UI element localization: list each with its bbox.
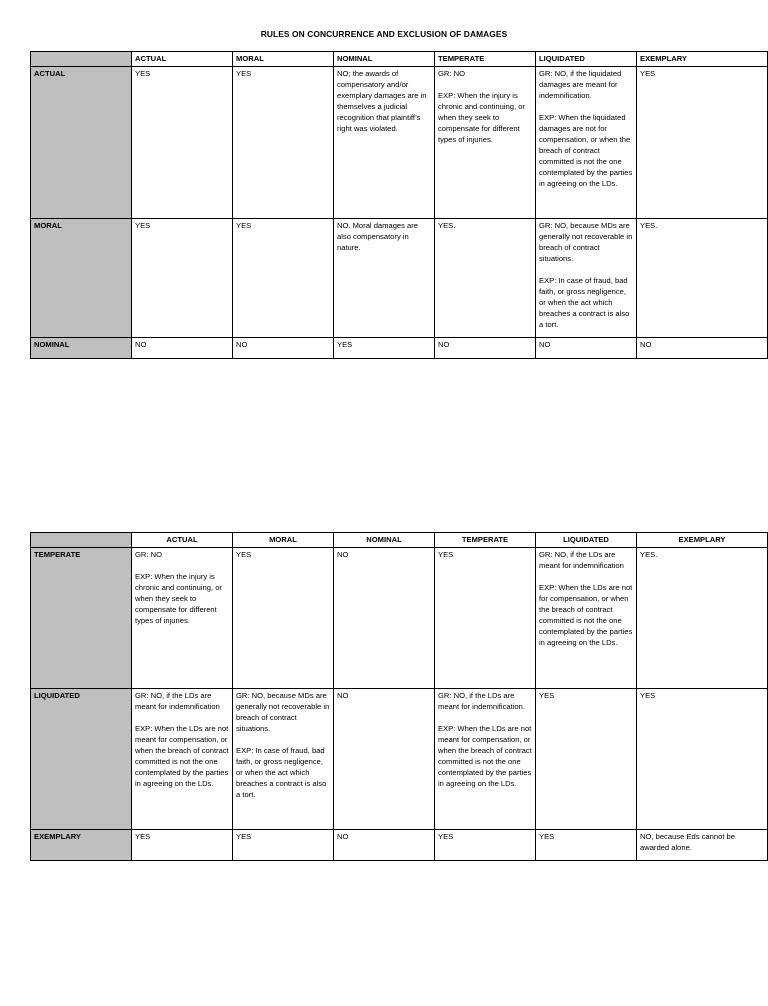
cell-text: EXP: When the LDs are not for compensation, or when the breach of contract committed is not the one contemplated by the parties in agreeing on the LDs. bbox=[539, 583, 633, 647]
table-cell bbox=[536, 689, 637, 830]
cell-text: GR: NO, if the liquidated damages are meant for indemnification. bbox=[539, 69, 622, 100]
table-cell bbox=[435, 548, 536, 689]
row-header: ACTUAL bbox=[31, 67, 132, 219]
cell-text: NO bbox=[438, 340, 450, 349]
column-header: TEMPERATE bbox=[435, 533, 536, 548]
table-cell bbox=[334, 830, 435, 861]
table-cell bbox=[334, 67, 435, 219]
table-row bbox=[31, 338, 768, 359]
cell-text: GR: NO bbox=[438, 69, 466, 78]
table-cell bbox=[435, 689, 536, 830]
cell-text: NO bbox=[135, 340, 147, 349]
table-cell bbox=[536, 219, 637, 338]
table-row bbox=[31, 689, 768, 830]
cell-text: GR: NO bbox=[135, 550, 163, 559]
damages-table-1 bbox=[30, 51, 768, 359]
column-header: LIQUIDATED bbox=[536, 533, 637, 548]
table-cell bbox=[132, 689, 233, 830]
cell-text: GR: NO, because MDs are generally not recoverable in breach of contract situations. bbox=[539, 221, 633, 263]
corner-cell bbox=[31, 52, 132, 67]
cell-text: YES bbox=[438, 550, 454, 559]
damages-table-2 bbox=[30, 532, 768, 861]
cell-text: YES. bbox=[640, 221, 658, 230]
table-cell bbox=[435, 67, 536, 219]
cell-text: NO bbox=[337, 832, 349, 841]
cell-text: EXP: In case of fraud, bad faith, or gross negligence, or when the act which breaches a contract is also a tort. bbox=[539, 276, 630, 329]
cell-text: GR: NO, if the LDs are meant for indemnification bbox=[135, 691, 220, 711]
table-cell bbox=[536, 67, 637, 219]
table-row bbox=[31, 830, 768, 861]
column-header: LIQUIDATED bbox=[536, 52, 637, 67]
table-cell bbox=[132, 830, 233, 861]
table-cell bbox=[233, 830, 334, 861]
table-cell bbox=[233, 67, 334, 219]
table-cell bbox=[637, 830, 768, 861]
cell-text: YES. bbox=[438, 221, 456, 230]
cell-text: GR: NO, if the LDs are meant for indemnification bbox=[539, 550, 624, 570]
table-cell bbox=[132, 219, 233, 338]
table-cell bbox=[132, 338, 233, 359]
cell-text: YES bbox=[135, 221, 151, 230]
cell-text: GR: NO, if the LDs are meant for indemnification. bbox=[438, 691, 525, 711]
table-row bbox=[31, 219, 768, 338]
table-cell bbox=[334, 548, 435, 689]
table-row bbox=[31, 67, 768, 219]
row-header: MORAL bbox=[31, 219, 132, 338]
table-row bbox=[31, 548, 768, 689]
cell-text: YES. bbox=[640, 550, 658, 559]
row-header: NOMINAL bbox=[31, 338, 132, 359]
table-cell bbox=[334, 689, 435, 830]
table-cell bbox=[435, 219, 536, 338]
page-title: RULES ON CONCURRENCE AND EXCLUSION OF DAMAGES bbox=[260, 29, 508, 39]
column-header: MORAL bbox=[233, 52, 334, 67]
table-cell bbox=[233, 689, 334, 830]
table-cell bbox=[536, 548, 637, 689]
table-cell bbox=[637, 219, 768, 338]
cell-text: EXP: In case of fraud, bad faith, or gross negligence, or when the act which breaches a contract is also a tort. bbox=[236, 746, 327, 799]
cell-text: NO bbox=[337, 550, 349, 559]
cell-text: NO bbox=[640, 340, 652, 349]
table-cell bbox=[233, 548, 334, 689]
column-header: ACTUAL bbox=[132, 52, 233, 67]
cell-text: YES bbox=[236, 69, 252, 78]
cell-text: NO. Moral damages are also compensatory in nature. bbox=[337, 221, 419, 252]
row-header: LIQUIDATED bbox=[31, 689, 132, 830]
column-header: MORAL bbox=[233, 533, 334, 548]
column-header: NOMINAL bbox=[334, 533, 435, 548]
table-cell bbox=[435, 830, 536, 861]
table-cell bbox=[637, 67, 768, 219]
table-cell bbox=[435, 338, 536, 359]
cell-text: EXP: When the LDs are not meant for compensation, or when the breach of contract committed is not the one contemplated by the parties in agreeing on the LDs. bbox=[438, 724, 532, 788]
cell-text: YES bbox=[539, 691, 555, 700]
cell-text: GR: NO, because MDs are generally not recoverable in breach of contract situations. bbox=[236, 691, 330, 733]
table-cell bbox=[536, 338, 637, 359]
cell-text: NO; the awards of compensatory and/or exemplary damages are in themselves a judicial recognition that plaintiff’s right was violated. bbox=[337, 69, 427, 133]
cell-text: YES bbox=[438, 832, 454, 841]
cell-text: YES bbox=[135, 69, 151, 78]
column-header: NOMINAL bbox=[334, 52, 435, 67]
table-cell bbox=[233, 219, 334, 338]
table-cell bbox=[637, 689, 768, 830]
table-cell bbox=[132, 548, 233, 689]
table-cell bbox=[132, 67, 233, 219]
cell-text: NO, because Eds cannot be awarded alone. bbox=[640, 832, 735, 852]
cell-text: YES bbox=[236, 550, 252, 559]
cell-text: NO bbox=[236, 340, 248, 349]
cell-text: YES bbox=[640, 691, 656, 700]
column-header: ACTUAL bbox=[132, 533, 233, 548]
cell-text: YES bbox=[337, 340, 353, 349]
column-header: TEMPERATE bbox=[435, 52, 536, 67]
table-cell bbox=[334, 338, 435, 359]
row-header: TEMPERATE bbox=[31, 548, 132, 689]
corner-cell bbox=[31, 533, 132, 548]
header-row bbox=[31, 533, 768, 548]
table-cell bbox=[233, 338, 334, 359]
cell-text: EXP: When the injury is chronic and continuing, or when they seek to compensate for different types of injuries. bbox=[135, 572, 222, 625]
cell-text: YES bbox=[135, 832, 151, 841]
column-header: EXEMPLARY bbox=[637, 52, 768, 67]
cell-text: EXP: When the liquidated damages are not for compensation, or when the breach of contract committed is not the one contemplated by the parties in agreeing on the LDs. bbox=[539, 113, 633, 188]
cell-text: YES bbox=[640, 69, 656, 78]
cell-text: YES bbox=[236, 221, 252, 230]
cell-text: YES bbox=[539, 832, 555, 841]
table-cell bbox=[536, 830, 637, 861]
table-cell bbox=[334, 219, 435, 338]
column-header: EXEMPLARY bbox=[637, 533, 768, 548]
header-row bbox=[31, 52, 768, 67]
cell-text: YES bbox=[236, 832, 252, 841]
cell-text: NO bbox=[337, 691, 349, 700]
cell-text: NO bbox=[539, 340, 551, 349]
table-cell bbox=[637, 548, 768, 689]
cell-text: EXP: When the LDs are not meant for compensation, or when the breach of contract committed is not the one contemplated by the parties in agreeing on the LDs. bbox=[135, 724, 229, 788]
row-header: EXEMPLARY bbox=[31, 830, 132, 861]
table-cell bbox=[637, 338, 768, 359]
cell-text: EXP: When the injury is chronic and continuing, or when they seek to compensate for different types of injuries. bbox=[438, 91, 525, 144]
